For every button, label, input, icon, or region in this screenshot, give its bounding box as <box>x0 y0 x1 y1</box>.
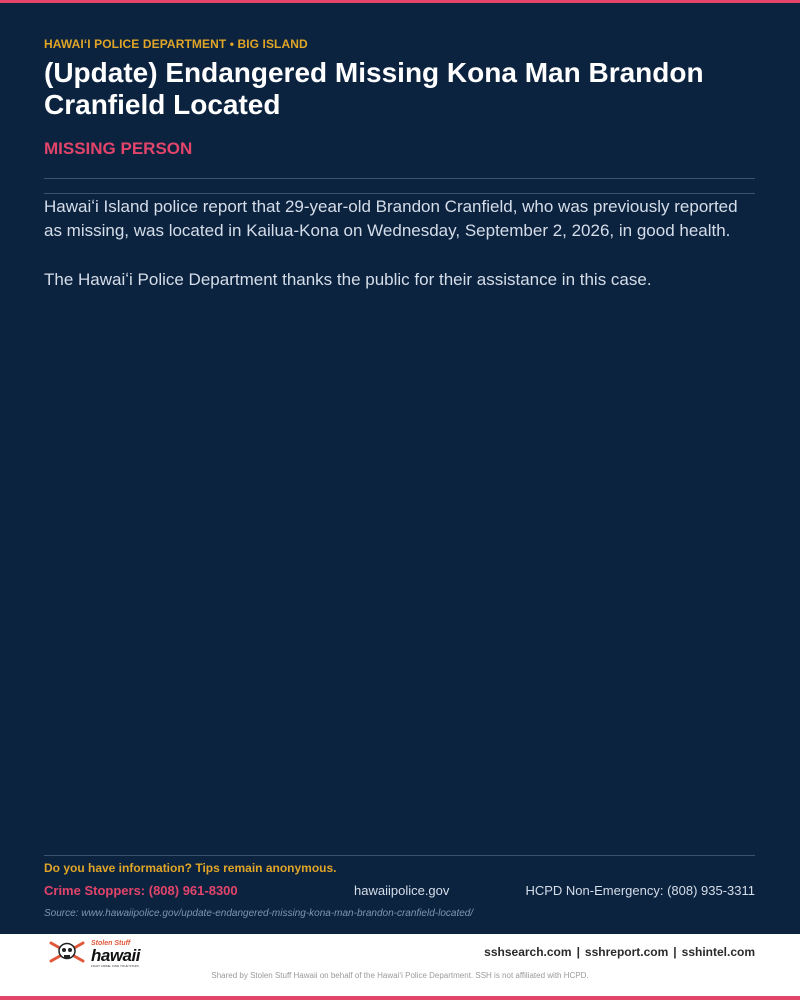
footer-disclaimer: Shared by Stolen Stuff Hawaii on behalf of the Hawaiʻi Police Department. SSH is not affiliated with HCPD. <box>211 971 589 980</box>
article <box>0 3 800 934</box>
department-kicker: HAWAIʻI POLICE DEPARTMENT • BIG ISLAND <box>44 37 308 51</box>
brand-logo[interactable] <box>47 940 151 968</box>
body-paragraph: Hawaiʻi Island police report that 29-year-old Brandon Cranfield, who was previously reported as missing, was located in Kailua-Kona on Wednesday, September 2, 2026, in good health. <box>44 197 738 240</box>
footer-link-sshsearch[interactable]: sshsearch.com <box>484 945 572 959</box>
divider <box>44 193 755 194</box>
divider <box>44 178 755 179</box>
website-link[interactable]: hawaiipolice.gov <box>354 883 450 898</box>
footer-link-sshreport[interactable]: sshreport.com <box>584 945 669 959</box>
footer-link-sshintel[interactable]: sshintel.com <box>681 945 755 959</box>
footer <box>0 934 800 996</box>
crime-stoppers-phone[interactable]: Crime Stoppers: (808) 961-8300 <box>44 883 238 898</box>
divider <box>44 855 755 856</box>
link-separator: | <box>576 945 580 959</box>
body-paragraph: The Hawaiʻi Police Department thanks the public for their assistance in this case. <box>44 270 652 289</box>
logo-big-text: hawaii <box>91 946 140 965</box>
bottom-accent-bar <box>0 996 800 1000</box>
logo-wordmark <box>91 940 140 968</box>
category-label: MISSING PERSON <box>44 139 193 158</box>
logo-small-text: Stolen Stuff <box>91 940 131 947</box>
footer-links <box>484 945 755 959</box>
logo-tagline: FIGHT CRIME. FIND YOUR STUFF. <box>91 964 140 968</box>
source-link[interactable]: Source: www.hawaiipolice.gov/update-endangered-missing-kona-man-brandon-cranfield-located/ <box>44 908 474 919</box>
link-separator: | <box>673 945 677 959</box>
tips-prompt: Do you have information? Tips remain anonymous. <box>44 861 337 875</box>
non-emergency-phone[interactable]: HCPD Non-Emergency: (808) 935-3311 <box>525 883 755 898</box>
skull-crossbones-icon <box>47 940 87 964</box>
page-title: (Update) Endangered Missing Kona Man Brandon Cranfield Located <box>44 57 704 120</box>
